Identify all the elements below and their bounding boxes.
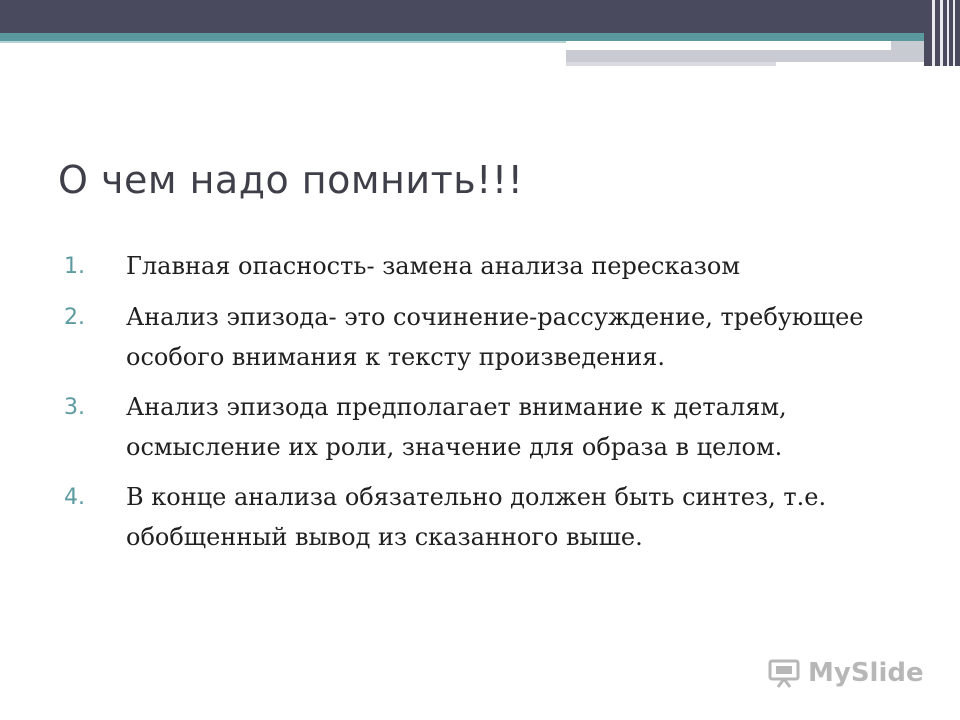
list-number: 4. — [64, 485, 85, 510]
list-item — [64, 246, 924, 287]
list-number: 3. — [64, 395, 85, 420]
list-text: Главная опасность- замена анализа пересказом — [126, 252, 741, 280]
watermark-text: MySlide — [808, 658, 924, 688]
list-text: В конце анализа обязательно должен быть синтез, т.е. обобщенный вывод из сказанного выше. — [126, 483, 827, 551]
list-number: 2. — [64, 305, 85, 330]
list-text: Анализ эпизода предполагает внимание к деталям, осмысление их роли, значение для образа в целом. — [126, 393, 787, 461]
list-number: 1. — [64, 254, 85, 279]
decor-bar — [566, 41, 924, 62]
numbered-list — [64, 246, 924, 567]
decor-stripes — [924, 0, 960, 66]
list-text: Анализ эпизода- это сочинение-рассуждение, требующее особого внимания к тексту произведения. — [126, 303, 864, 371]
list-item — [64, 477, 924, 557]
watermark-logo — [768, 658, 924, 688]
list-item — [64, 297, 924, 377]
decor-bar-short — [566, 62, 776, 66]
header-bar — [0, 0, 924, 33]
slide-title: О чем надо помнить!!! — [58, 158, 524, 202]
accent-bar — [0, 33, 924, 41]
slideshow-icon — [768, 658, 802, 688]
list-item — [64, 387, 924, 467]
